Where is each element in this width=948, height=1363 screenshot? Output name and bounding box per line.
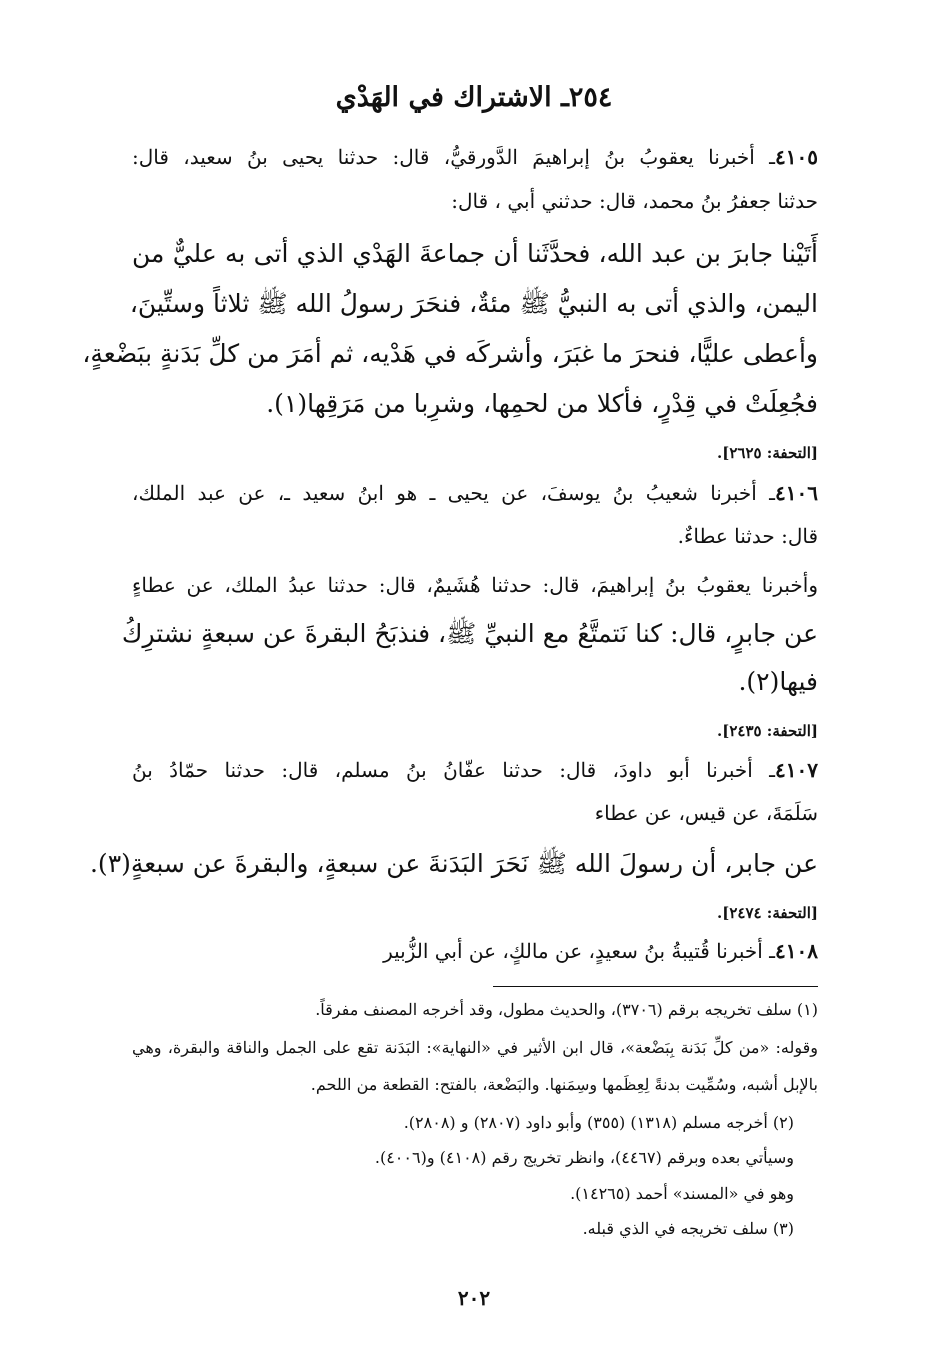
hadith-4105-matn-line-2: اليمن، والذي أتى به النبيُّ ﷺ مئةٌ، فنحَرَ رسولُ الله ﷺ ثلاثاً وستِّينَ،	[129, 289, 818, 318]
footnote-line: (٣) سلف تخريجه في الذي قبله.	[582, 1219, 794, 1238]
hadith-number: ٤١٠٨	[775, 939, 818, 963]
footnote-line: وقوله: «من كلِّ بَدَنة بِبَضْعة»، قال ابن الأثير في «النهاية»: البَدَنة تقع على الجمل والناقة والبقرة، وهي	[132, 1038, 818, 1057]
chapter-title: ٢٥٤ـ الاشتراك في الهَدْي	[335, 82, 613, 113]
tuhfa-reference: [التحفة: ٢٦٢٥].	[717, 444, 818, 462]
hadith-4106-matn-line-2: فيها(٢).	[738, 667, 818, 696]
hadith-4106-matn-line-1: عن جابرٍ، قال: كنا نَتمتَّعُ مع النبيِّ ﷺ، فنذبَحُ البقرةَ عن سبعةٍ نشترِكُ	[121, 619, 818, 648]
hadith-number: ٤١٠٥	[775, 145, 818, 169]
isnad-text: ـ أخبرنا أبو داودَ، قال: حدثنا عفّانُ بنُ مسلم، قال: حدثنا حمّادُ بنُ	[132, 758, 776, 782]
hadith-4105-matn-line-1: أَتَيْنا جابرَ بن عبد الله، فحدَّثَنا أن جماعةَ الهَدْي الذي أتى به عليٌّ من	[132, 239, 818, 268]
hadith-number: ٤١٠٧	[775, 758, 818, 782]
hadith-4105-isnad-line-1	[132, 145, 818, 169]
hadith-number: ٤١٠٦	[775, 481, 818, 505]
hadith-4106-isnad-line-2: قال: حدثنا عطاءٌ.	[677, 524, 818, 548]
footnote-line: وسيأتي بعده وبرقم (٤٤٦٧)، وانظر تخريج رقم (٤١٠٨) و(٤٠٠٦).	[374, 1148, 794, 1167]
footnote-line: وهو في «المسند» أحمد (١٤٢٦٥).	[570, 1184, 794, 1203]
hadith-4106-isnad-line-1	[132, 481, 818, 505]
hadith-4105-matn-line-4: فجُعِلَتْ في قِدْرٍ، فأكلا من لحمِها، وشرِبا من مَرَقِها(١).	[266, 389, 818, 418]
isnad-text: ـ أخبرنا قُتيبةُ بنُ سعيدٍ، عن مالكٍ، عن أبي الزُّبير	[383, 939, 776, 963]
hadith-4105-matn-line-3: وأعطى عليًّا، فنحرَ ما غبَرَ، وأشركَه في هَدْيه، ثم أمَرَ من كلِّ بَدَنةٍ ببَضْعةٍ،	[82, 339, 818, 368]
hadith-4105-isnad-line-2: حدثنا جعفرُ بنُ محمد، قال: حدثني أبي ، قال:	[451, 189, 818, 213]
hadith-4108-isnad-line-1	[132, 939, 818, 963]
footnote-line: بالإبل أشبه، وسُمِّيت بدنةً لِعِظَمها وسِمَنها. والبَضْعة، بالفتح: القطعة من اللحم.	[310, 1075, 818, 1094]
tuhfa-reference: [التحفة: ٢٤٣٥].	[717, 722, 818, 740]
footnote-separator	[493, 986, 818, 987]
isnad-text: ـ أخبرنا شعيبُ بنُ يوسفَ، عن يحيى ـ هو ابنُ سعيد ـ، عن عبد الملك،	[132, 481, 776, 505]
hadith-4107-matn-line-1: عن جابر، أن رسولَ الله ﷺ نَحَرَ البَدَنةَ عن سبعةٍ، والبقرةَ عن سبعةٍ(٣).	[89, 849, 818, 878]
tuhfa-reference: [التحفة: ٢٤٧٤].	[717, 904, 818, 922]
hadith-4106-isnad-line-3: وأخبرنا يعقوبُ بنُ إبراهيمَ، قال: حدثنا هُشَيمٌ، قال: حدثنا عبدُ الملك، عن عطاءٍ	[132, 573, 818, 597]
footnote-line: (١) سلف تخريجه برقم (٣٧٠٦)، والحديث مطول، وقد أخرجه المصنف مفرقاً.	[315, 1000, 818, 1019]
page-number: ٢٠٢	[457, 1286, 491, 1310]
hadith-4107-isnad-line-1	[132, 758, 818, 782]
hadith-4107-isnad-line-2: سَلَمَةَ، عن قيس، عن عطاء	[594, 801, 818, 825]
footnote-line: (٢) أخرجه مسلم (١٣١٨) (٣٥٥) وأبو داود (٢٨٠٧) و (٢٨٠٨).	[403, 1113, 794, 1132]
isnad-text: ـ أخبرنا يعقوبُ بنُ إبراهيمَ الدَّورقيُّ، قال: حدثنا يحيى بنُ سعيد، قال:	[132, 145, 776, 169]
